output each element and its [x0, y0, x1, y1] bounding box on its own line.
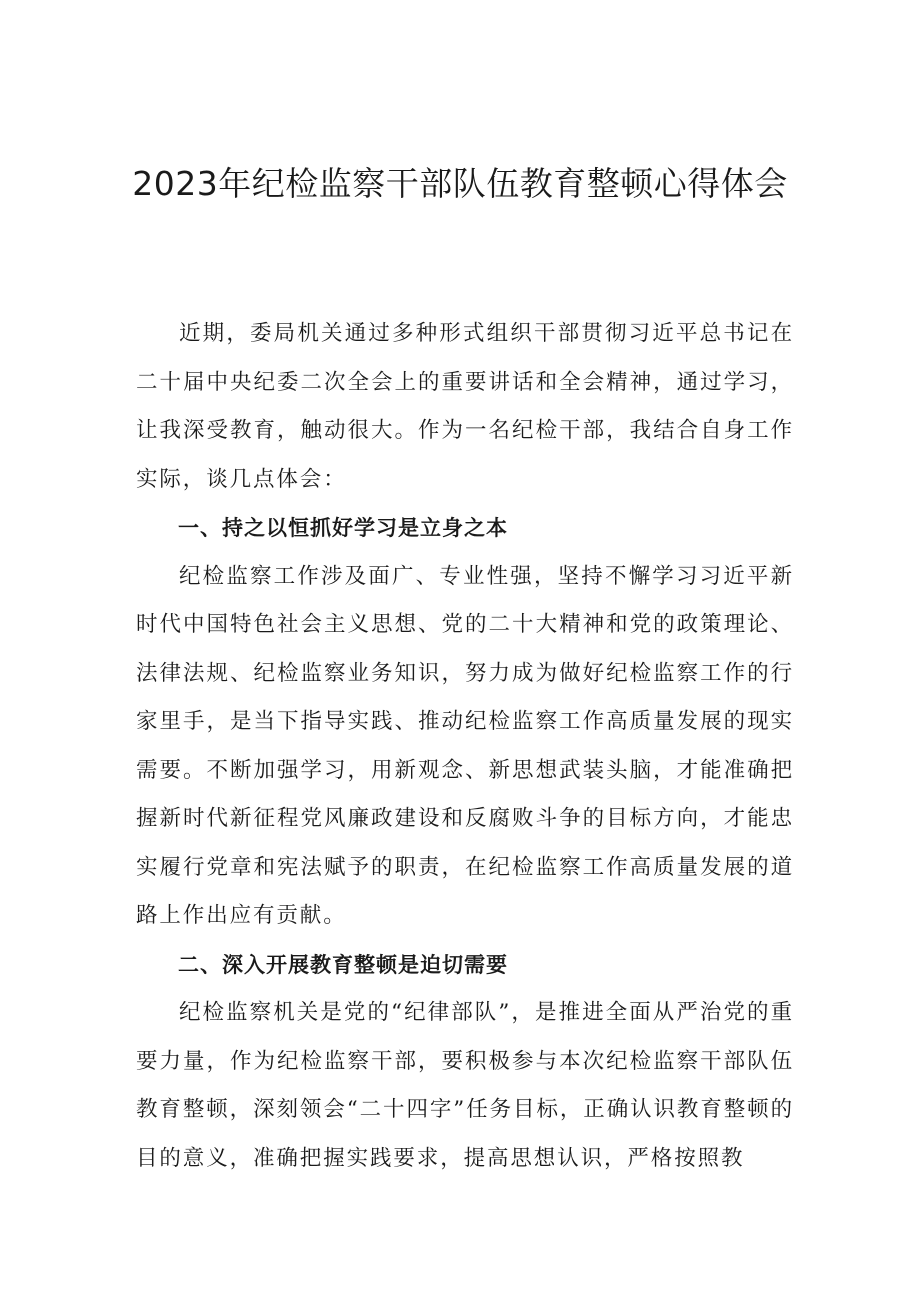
intro-paragraph: 近期，委局机关通过多种形式组织干部贯彻习近平总书记在二十届中央纪委二次全会上的重要讲话和全会精神，通过学习，让我深受教育，触动很大。作为一名纪检干部，我结合自身工作实际，谈几点体会： — [136, 321, 794, 492]
section-2-paragraph: 纪检监察机关是党的“纪律部队”，是推进全面从严治党的重要力量，作为纪检监察干部，要积极参与本次纪检监察干部队伍教育整顿，深刻领会“二十四字”任务目标，正确认识教育整顿的目的意义，准确把握实践要求，提高思想认识，严格按照教 — [136, 1000, 794, 1171]
section-heading-2: 二、深入开展教育整顿是迫切需要 — [178, 952, 508, 977]
section-heading-1: 一、持之以恒抓好学习是立身之本 — [178, 516, 508, 540]
document-body — [136, 310, 794, 1183]
document-title: 2023年纪检监察干部队伍教育整顿心得体会 — [132, 164, 788, 203]
section-1-paragraph: 纪检监察工作涉及面广、专业性强，坚持不懈学习习近平新时代中国特色社会主义思想、党的二十大精神和党的政策理论、法律法规、纪检监察业务知识，努力成为做好纪检监察工作的行家里手，是当下指导实践、推动纪检监察工作高质量发展的现实需要。不断加强学习，用新观念、新思想武装头脑，才能准确把握新时代新征程党风廉政建设和反腐败斗争的目标方向，才能忠实履行党章和宪法赋予的职责，在纪检监察工作高质量发展的道路上作出应有贡献。 — [136, 563, 794, 928]
